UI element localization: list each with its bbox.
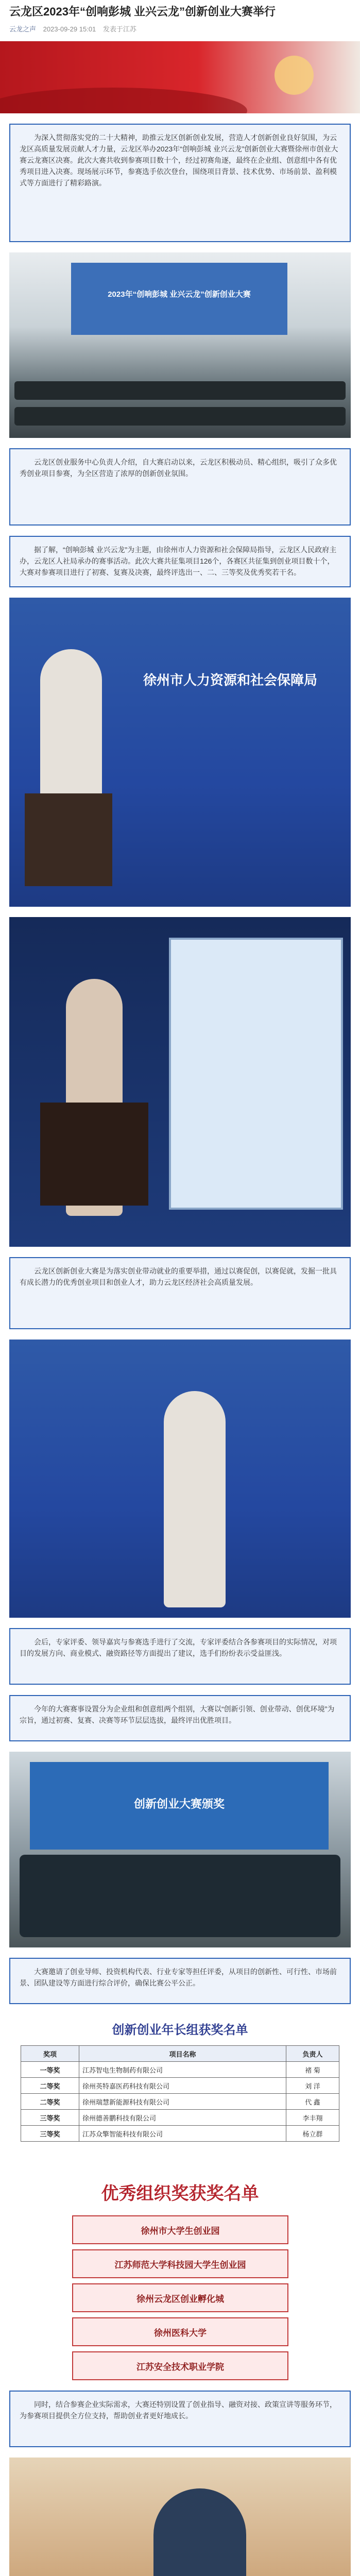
award-ceremony-photo xyxy=(9,1752,351,1947)
presenter-photo xyxy=(9,1340,351,1618)
paragraph-panel xyxy=(9,536,351,587)
award-level: 二等奖 xyxy=(21,2094,79,2110)
org-awards-list xyxy=(72,2215,288,2385)
paragraph: 大赛邀请了创业导师、投资机构代表、行业专家等担任评委，从项目的创新性、可行性、市场前景、团队建设等方面进行综合评价，确保比赛公平公正。 xyxy=(20,1968,337,1987)
article-header xyxy=(0,0,360,41)
org-award-item: 江苏师范大学科技园大学生创业园 xyxy=(72,2249,288,2278)
stage-screen-text: 2023年“创响彭城 业兴云龙”创新创业大赛 xyxy=(108,290,251,299)
paragraph: 今年的大赛赛事设置分为企业组和创意组两个组别，大赛以“创新引领、创业带动、创优环境”为宗旨，通过初赛、复赛、决赛等环节层层选拔，最终评出优胜项目。 xyxy=(20,1705,335,1724)
award-winners-row xyxy=(20,1855,340,1937)
banner-wave-shape xyxy=(0,88,247,113)
org-award-item: 徐州市大学生创业园 xyxy=(72,2215,288,2244)
table-header: 负责人 xyxy=(286,2046,339,2062)
event-board xyxy=(169,938,343,1210)
podium xyxy=(40,1103,148,1206)
article-date: 2023-09-29 15:01 xyxy=(43,25,96,33)
award-level: 三等奖 xyxy=(21,2126,79,2142)
backdrop-title: 徐州市人力资源和社会保障局 xyxy=(143,672,318,688)
award-level: 一等奖 xyxy=(21,2062,79,2078)
project-name: 徐州英特嘉医药科技有限公司 xyxy=(79,2078,286,2094)
article-meta xyxy=(9,24,351,33)
audience-row xyxy=(14,407,346,426)
project-lead: 刘 洋 xyxy=(286,2078,339,2094)
innovation-awards-title: 创新创业年长组获奖名单 xyxy=(112,2023,248,2037)
paragraph-panel xyxy=(9,1695,351,1741)
mentoring-photo xyxy=(9,2458,351,2576)
intro-paragraph: 为深入贯彻落实党的二十大精神，助推云龙区创新创业发展，营造人才创新创业良好氛围，为云龙区高质量发展贡献人才力量，云龙区举办2023年“创响彭城 业兴云龙”创新创业大赛暨徐州市创业大赛云龙赛区决赛。此次大赛共收到参赛项目数十个，经过初赛角逐，最终在企业组、创意组中各有优秀项目进入决赛。现场展示环节，参赛选手依次登台，围绕项目背景、技术优势、市场前景、盈利模式等方面进行了精彩路演。 xyxy=(20,133,338,187)
paragraph: 会后，专家评委、领导嘉宾与参赛选手进行了交流，专家评委结合各参赛项目的实际情况，对项目的发展方向、商业模式、融资路径等方面提出了建议，选手们纷纷表示受益匪浅。 xyxy=(20,1638,337,1657)
banner-sun-shape xyxy=(275,56,314,95)
paragraph-panel xyxy=(9,1257,351,1329)
header-banner-image xyxy=(0,41,360,113)
org-awards-title: 优秀组织奖获奖名单 xyxy=(101,2184,259,2204)
project-lead: 褚 菊 xyxy=(286,2062,339,2078)
article-source[interactable]: 云龙之声 xyxy=(9,25,37,33)
table-row xyxy=(21,2062,339,2078)
project-name: 徐州德善鹏科技有限公司 xyxy=(79,2110,286,2126)
award-screen xyxy=(30,1762,329,1850)
audience-row xyxy=(14,381,346,400)
host-photo xyxy=(9,917,351,1247)
article-title: 云龙区2023年“创响彭城 业兴云龙”创新创业大赛举行 xyxy=(9,5,276,18)
paragraph-panel xyxy=(9,1628,351,1685)
project-name: 徐州瑞慧新能源科技有限公司 xyxy=(79,2094,286,2110)
table-row xyxy=(21,2110,339,2126)
project-lead: 杨立群 xyxy=(286,2126,339,2142)
award-level: 二等奖 xyxy=(21,2078,79,2094)
table-row xyxy=(21,2078,339,2094)
project-lead: 代 鑫 xyxy=(286,2094,339,2110)
mentor-figure xyxy=(153,2488,246,2576)
stage-screen xyxy=(71,263,287,335)
table-row xyxy=(21,2126,339,2142)
intro-panel xyxy=(9,124,351,242)
table-header: 项目名称 xyxy=(79,2046,286,2062)
table-header: 奖项 xyxy=(21,2046,79,2062)
paragraph: 云龙区创业服务中心负责人介绍，自大赛启动以来，云龙区积极动员、精心组织，吸引了众多优秀创业项目参赛，为全区营造了浓厚的创新创业氛围。 xyxy=(20,458,337,478)
org-award-item: 江苏安全技术职业学院 xyxy=(72,2351,288,2380)
paragraph: 据了解，“创响彭城 业兴云龙”为主题，由徐州市人力资源和社会保障局指导，云龙区人民政府主办，云龙区人社局承办的赛事活动。此次大赛共征集项目126个，各赛区共征集到创业项目数十个，大赛对参赛项目进行了初赛、复赛及决赛，最终评选出一、二、三等奖及优秀奖若干名。 xyxy=(20,546,337,577)
venue-photo xyxy=(9,252,351,438)
award-screen-text: 创新创业大赛颁奖 xyxy=(133,1798,225,1810)
speaker-photo xyxy=(9,598,351,907)
paragraph: 同时，结合参赛企业实际需求，大赛还特别设置了创业指导、融资对接、政策宣讲等服务环节，为参赛项目提供全方位支持，帮助创业者更好地成长。 xyxy=(20,2400,337,2420)
paragraph-panel xyxy=(9,448,351,526)
paragraph-panel xyxy=(9,2391,351,2447)
paragraph-panel xyxy=(9,1958,351,2004)
project-name: 江苏智电生物制药有限公司 xyxy=(79,2062,286,2078)
presenter-figure xyxy=(164,1391,226,1607)
innovation-awards-table xyxy=(21,2045,339,2142)
table-header-row xyxy=(21,2046,339,2062)
org-award-item: 徐州云龙区创业孵化城 xyxy=(72,2283,288,2312)
table-row xyxy=(21,2094,339,2110)
org-award-item: 徐州医科大学 xyxy=(72,2317,288,2346)
podium xyxy=(25,793,112,886)
article-location: 发表于江苏 xyxy=(102,25,136,33)
project-lead: 李丰翔 xyxy=(286,2110,339,2126)
award-level: 三等奖 xyxy=(21,2110,79,2126)
paragraph: 云龙区创新创业大赛是为落实创业带动就业的重要举措，通过以赛促创，以赛促就，发掘一批具有成长潜力的优秀创业项目和创业人才，助力云龙区经济社会高质量发展。 xyxy=(20,1267,337,1286)
project-name: 江苏众擎智能科技有限公司 xyxy=(79,2126,286,2142)
